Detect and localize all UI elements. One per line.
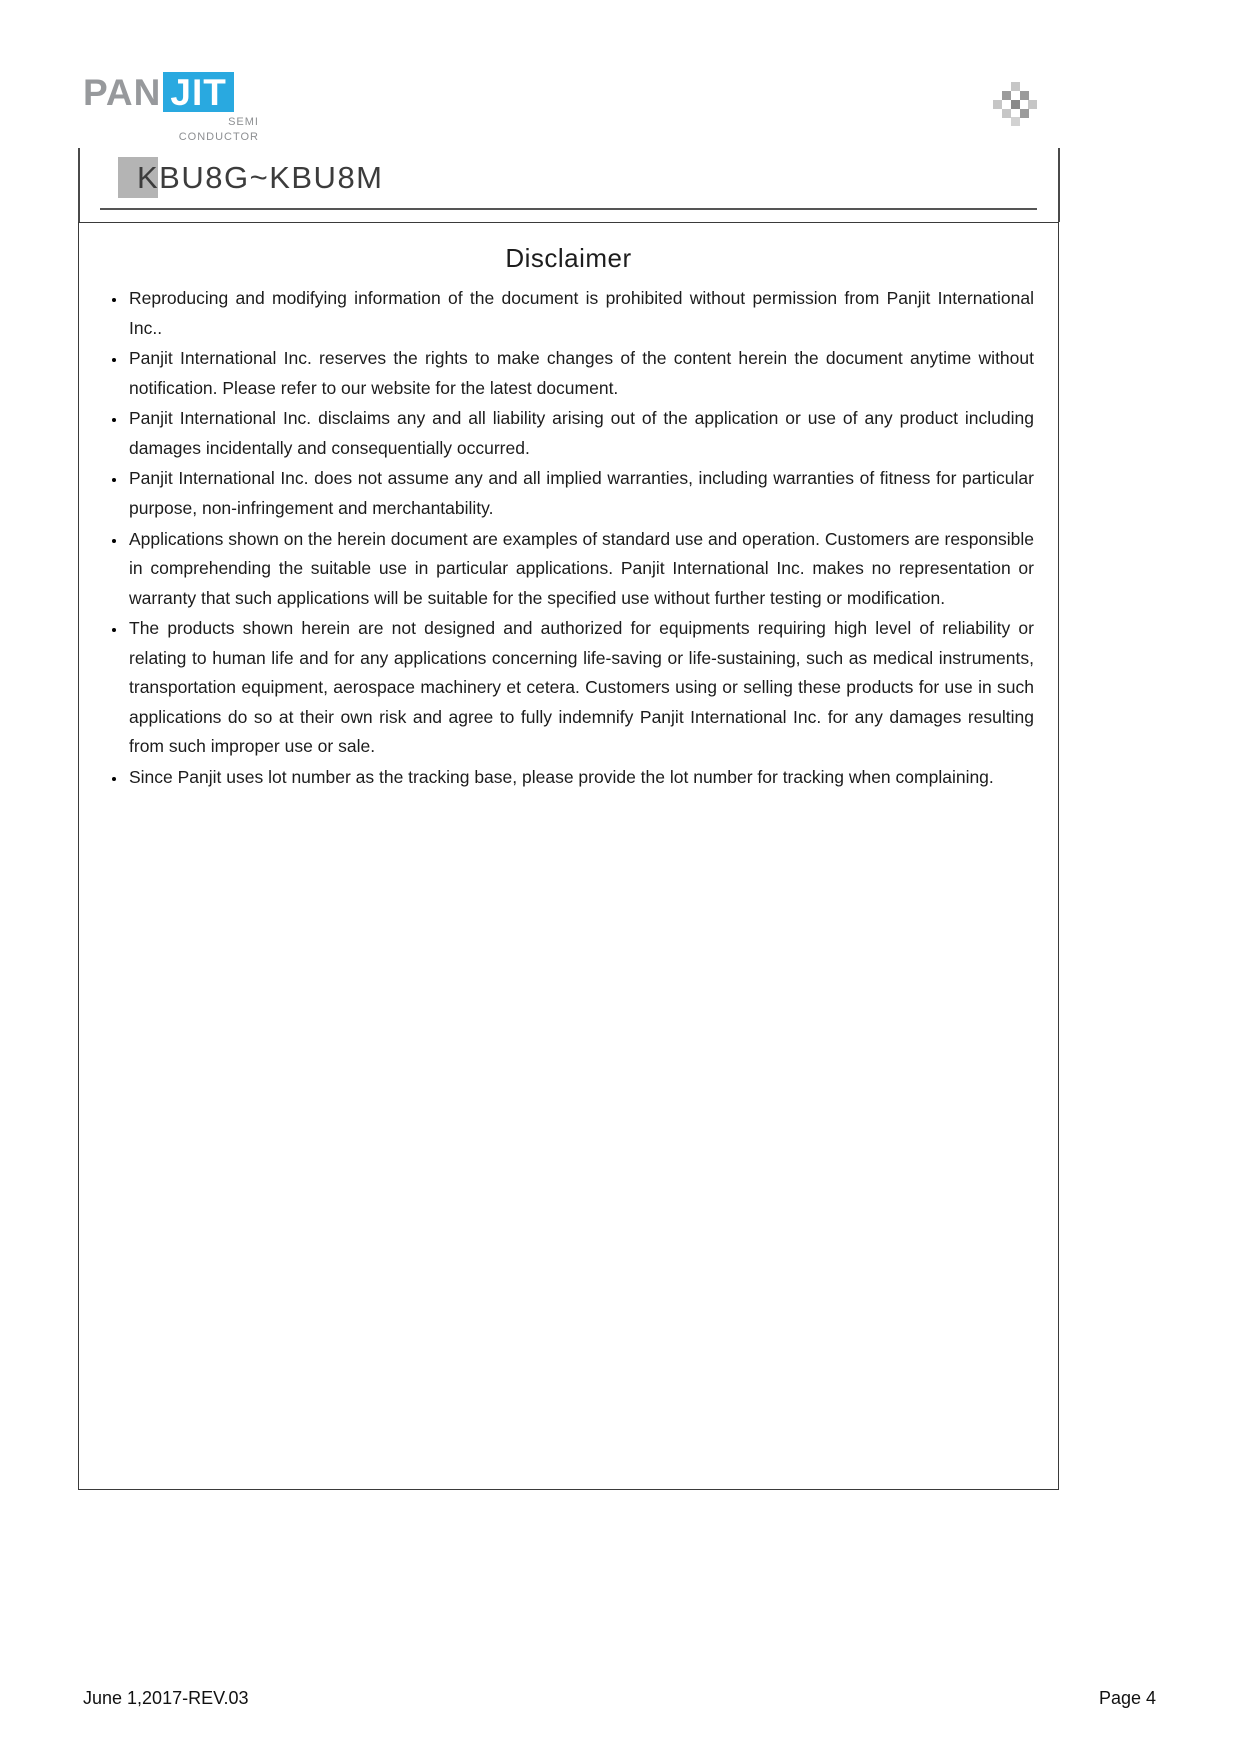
footer-revision-date: June 1,2017-REV.03 [83, 1688, 249, 1708]
disclaimer-item: • Since Panjit uses lot number as the tracking base, please provide the lot number for tracking when complaining. [127, 763, 1034, 793]
panjit-logo [83, 72, 259, 145]
disclaimer-list [107, 284, 1034, 793]
disclaimer-heading: Disclaimer [505, 243, 632, 273]
disclaimer-item: • Panjit International Inc. reserves the rights to make changes of the content herein the document anytime without notification. Please refer to our website for the latest document. [127, 344, 1034, 403]
logo-wordmark [83, 72, 259, 112]
disclaimer-box [78, 222, 1059, 1490]
disclaimer-item: • Panjit International Inc. disclaims any and all liability arising out of the application or use of any product including damages incidentally and consequentially occurred. [127, 404, 1034, 463]
footer-page-number: Page 4 [1098, 1688, 1156, 1708]
disclaimer-item: • Applications shown on the herein document are examples of standard use and operation. Customers are responsible in comprehending the suitable use in particular applications. Panjit International Inc. makes no representation or warranty that such applications will be suitable for the specified use without further testing or modification. [127, 525, 1034, 614]
logo-text-jit: JIT [163, 72, 233, 112]
title-underline [100, 208, 1037, 210]
logo-subtitle-conductor: CONDUCTOR [178, 130, 259, 143]
logo-subtitle [83, 115, 259, 145]
logo-text-pan: PAN [83, 72, 162, 113]
frame-left-rule [78, 148, 80, 222]
disclaimer-item: • Reproducing and modifying information of the document is prohibited without permission from Panjit International Inc.. [127, 284, 1034, 343]
pixel-mosaic-icon [993, 82, 1037, 126]
disclaimer-item: • Panjit International Inc. does not assume any and all implied warranties, including warranties of fitness for particular purpose, non-infringement and merchantability. [127, 464, 1034, 523]
logo-subtitle-semi: SEMI [228, 116, 259, 128]
frame-right-rule [1058, 148, 1060, 222]
page-title: KBU8G~KBU8M [137, 160, 384, 195]
disclaimer-item: • The products shown herein are not designed and authorized for equipments requiring high level of reliability or relating to human life and for any applications concerning life-saving or life-sustaining, such as medical instruments, transportation equipment, aerospace machinery et cetera. Customers using or selling these products for use in such applications do so at their own risk and agree to fully indemnify Panjit International Inc. for any damages resulting from such improper use or sale. [127, 614, 1034, 762]
